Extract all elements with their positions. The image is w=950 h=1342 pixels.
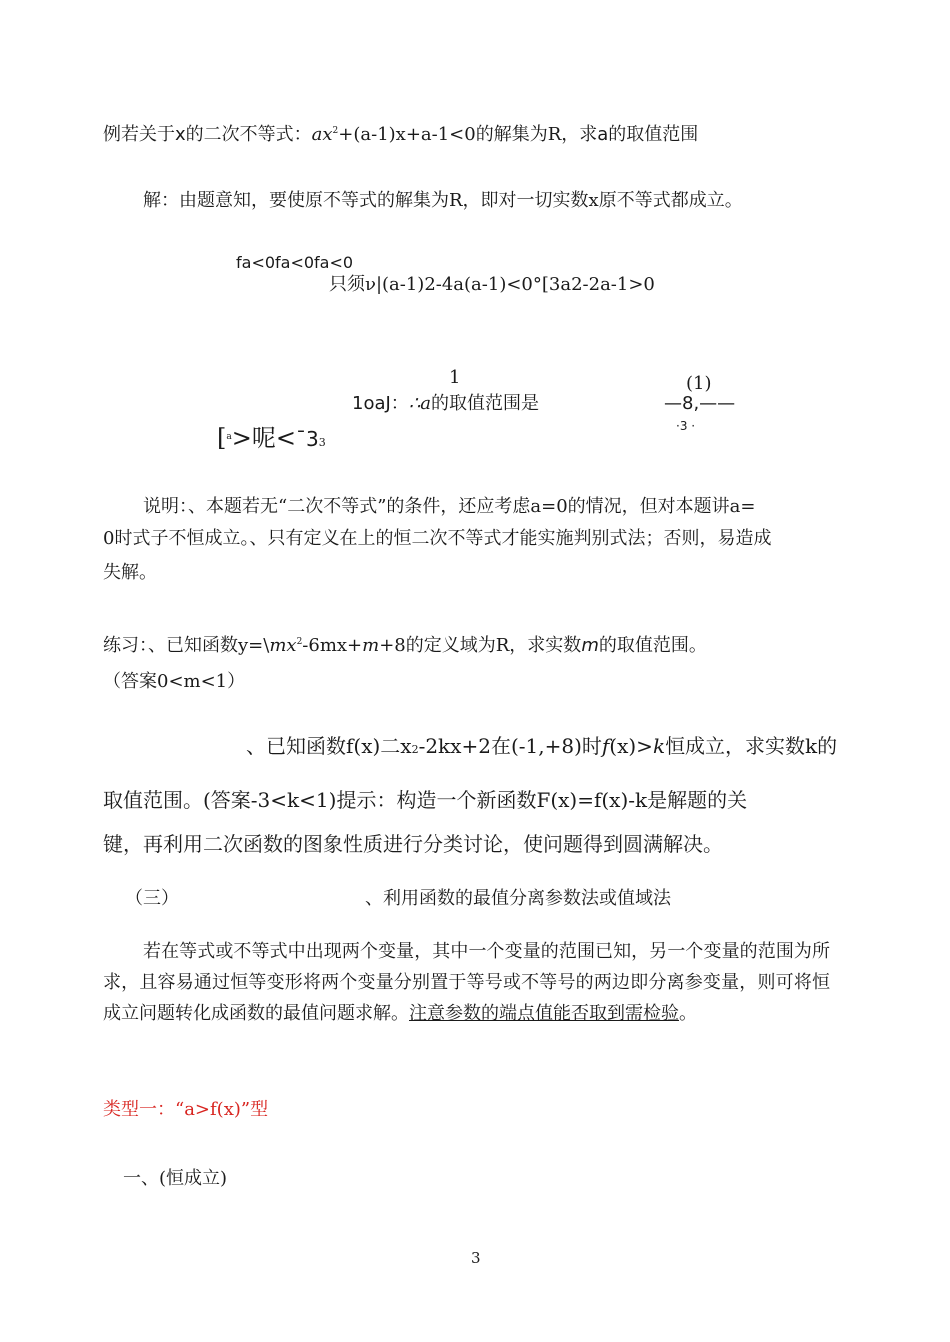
body-paragraph: 若在等式或不等式中出现两个变量，其中一个变量的范围已知，另一个变量的范围为所求，且容易通过恒等变形将两个变量分别置于等号或不等号的两边即分离参变量，则可将恒成立问题转化成函数的最值问题求解。注意参数的端点值能否取到需检验。 — [103, 941, 830, 1024]
bracket-line: [$^a$>呢<¯33 — [217, 424, 326, 452]
sub-heading: 一、(恒成立) — [123, 1168, 228, 1189]
type-heading: 类型一：“a>f(x)”型 — [103, 1099, 269, 1120]
interval-cutoff: ·3 · — [676, 419, 696, 433]
underlined-note: 注意参数的端点值能否取到需检验 — [409, 1003, 679, 1024]
note-line-2: 0时式子不恒成立。、只有定义在上的恒二次不等式才能实施判别式法；否则，易造成 — [103, 528, 772, 549]
note-line-3: 失解。 — [103, 562, 157, 583]
example-2-line-3: 键，再利用二次函数的图象性质进行分类讨论，使问题得到圆满解决。 — [103, 832, 723, 856]
interval-fragment: —8,—— — [664, 393, 736, 414]
section-number: （三） — [125, 888, 179, 909]
fraction-numerator: 1 — [449, 367, 461, 388]
solution-line: 解：由题意知，要使原不等式的解集为R，即对一切实数x原不等式都成立。 — [143, 190, 743, 211]
condition-top: fa<0fa<0fa<0 — [236, 253, 354, 272]
example-2-line-1: 、已知函数f(x)二x2-2kx+2在(-1,+8)时f(x)>k恒成立，求实数k的 — [246, 734, 838, 758]
interval-paren: (1) — [686, 373, 712, 394]
example-line: 例若关于x的二次不等式：$ax^2+(a-1)x+a-1<0$的解集为R，求a的取值范围 — [103, 124, 699, 145]
note-line-1: 说明：、本题若无“二次不等式”的条件，还应考虑a=0的情况，但对本题讲a= — [143, 496, 756, 517]
practice-line: 练习：、已知函数$y=\backslash mx^2-6mx+m+8$的定义域为R，求实数m的取值范围。 — [103, 635, 707, 656]
example-2-line-2: 取值范围。(答案-3<k<1)提示：构造一个新函数F(x)=f(x)-k是解题的关 — [103, 788, 748, 812]
section-title: 、利用函数的最值分离参数法或值域法 — [365, 888, 671, 909]
result-line: 1oaJ：∴a的取值范围是 — [352, 393, 539, 414]
page-number: 3 — [471, 1249, 481, 1267]
condition-line: 只须ν|(a-1)2-4a(a-1)<0°[3a2-2a-1>0 — [329, 274, 655, 295]
answer-1: （答案0<m<1） — [103, 671, 246, 692]
